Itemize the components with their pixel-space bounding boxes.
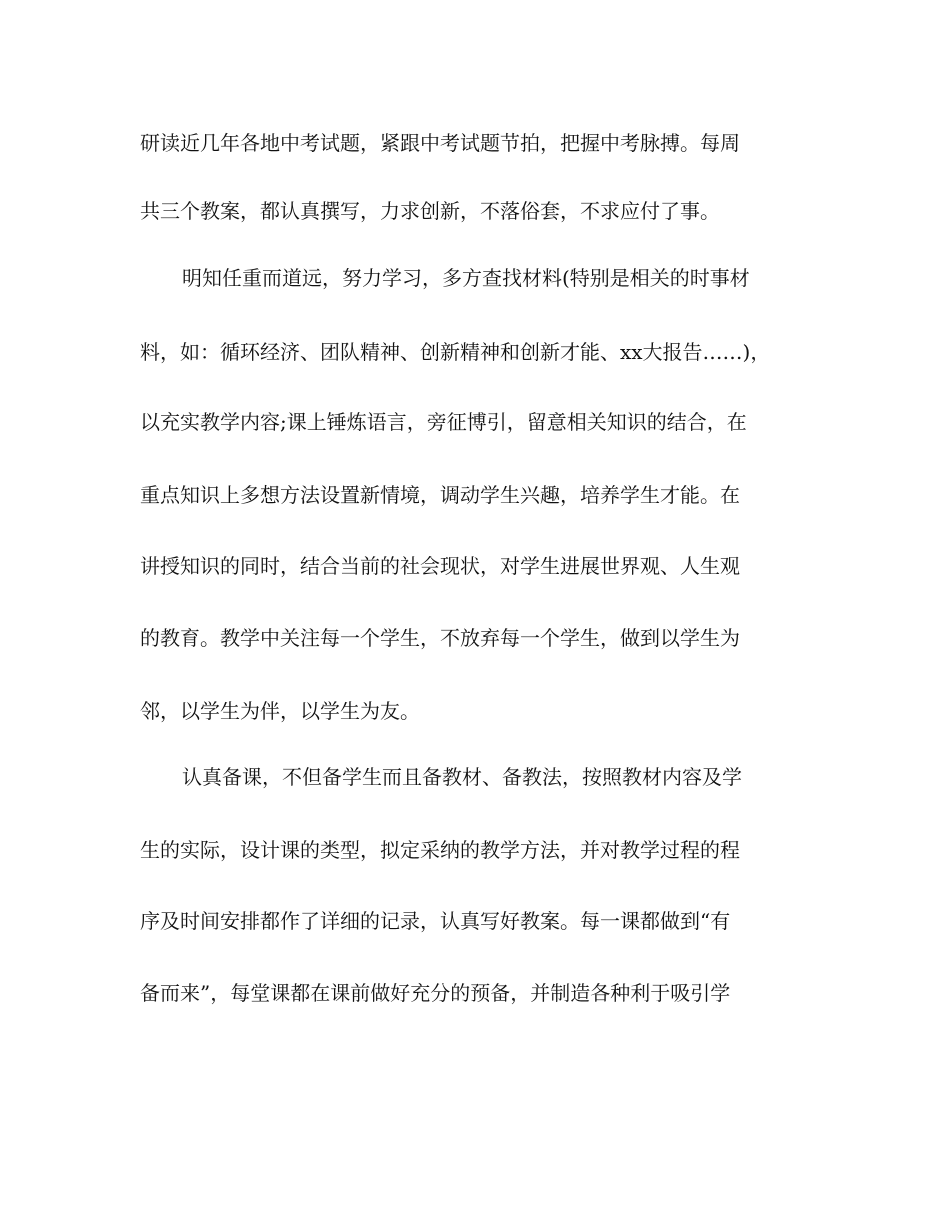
text-line: 研读近几年各地中考试题，紧跟中考试题节拍，把握中考脉搏。每周 bbox=[140, 131, 740, 155]
text-line: 讲授知识的同时，结合当前的社会现状，对学生进展世界观、人生观 bbox=[140, 554, 740, 578]
text-line: 料，如：循环经济、团队精神、创新精神和创新才能、xx大报告……)， bbox=[140, 340, 771, 364]
text-line: 重点知识上多想方法设置新情境，调动学生兴趣，培养学生才能。在 bbox=[140, 483, 740, 507]
paragraph-start-line: 认真备课，不但备学生而且备教材、备教法，按照教材内容及学 bbox=[182, 765, 742, 789]
text-line: 序及时间安排都作了详细的记录，认真写好教案。每一课都做到“有 bbox=[140, 909, 731, 933]
text-line: 备而来”，每堂课都在课前做好充分的预备，并制造各种利于吸引学 bbox=[140, 981, 731, 1005]
text-line: 生的实际，设计课的类型，拟定采纳的教学方法，并对教学过程的程 bbox=[140, 838, 740, 862]
text-line: 以充实教学内容;课上锤炼语言，旁征博引，留意相关知识的结合，在 bbox=[140, 410, 747, 434]
paragraph-start-line: 明知任重而道远，努力学习，多方查找材料(特别是相关的时事材 bbox=[182, 266, 750, 290]
text-line: 的教育。教学中关注每一个学生，不放弃每一个学生，做到以学生为 bbox=[140, 626, 740, 650]
text-line: 邻，以学生为伴，以学生为友。 bbox=[140, 699, 420, 723]
text-line: 共三个教案，都认真撰写，力求创新，不落俗套，不求应付了事。 bbox=[140, 199, 720, 223]
